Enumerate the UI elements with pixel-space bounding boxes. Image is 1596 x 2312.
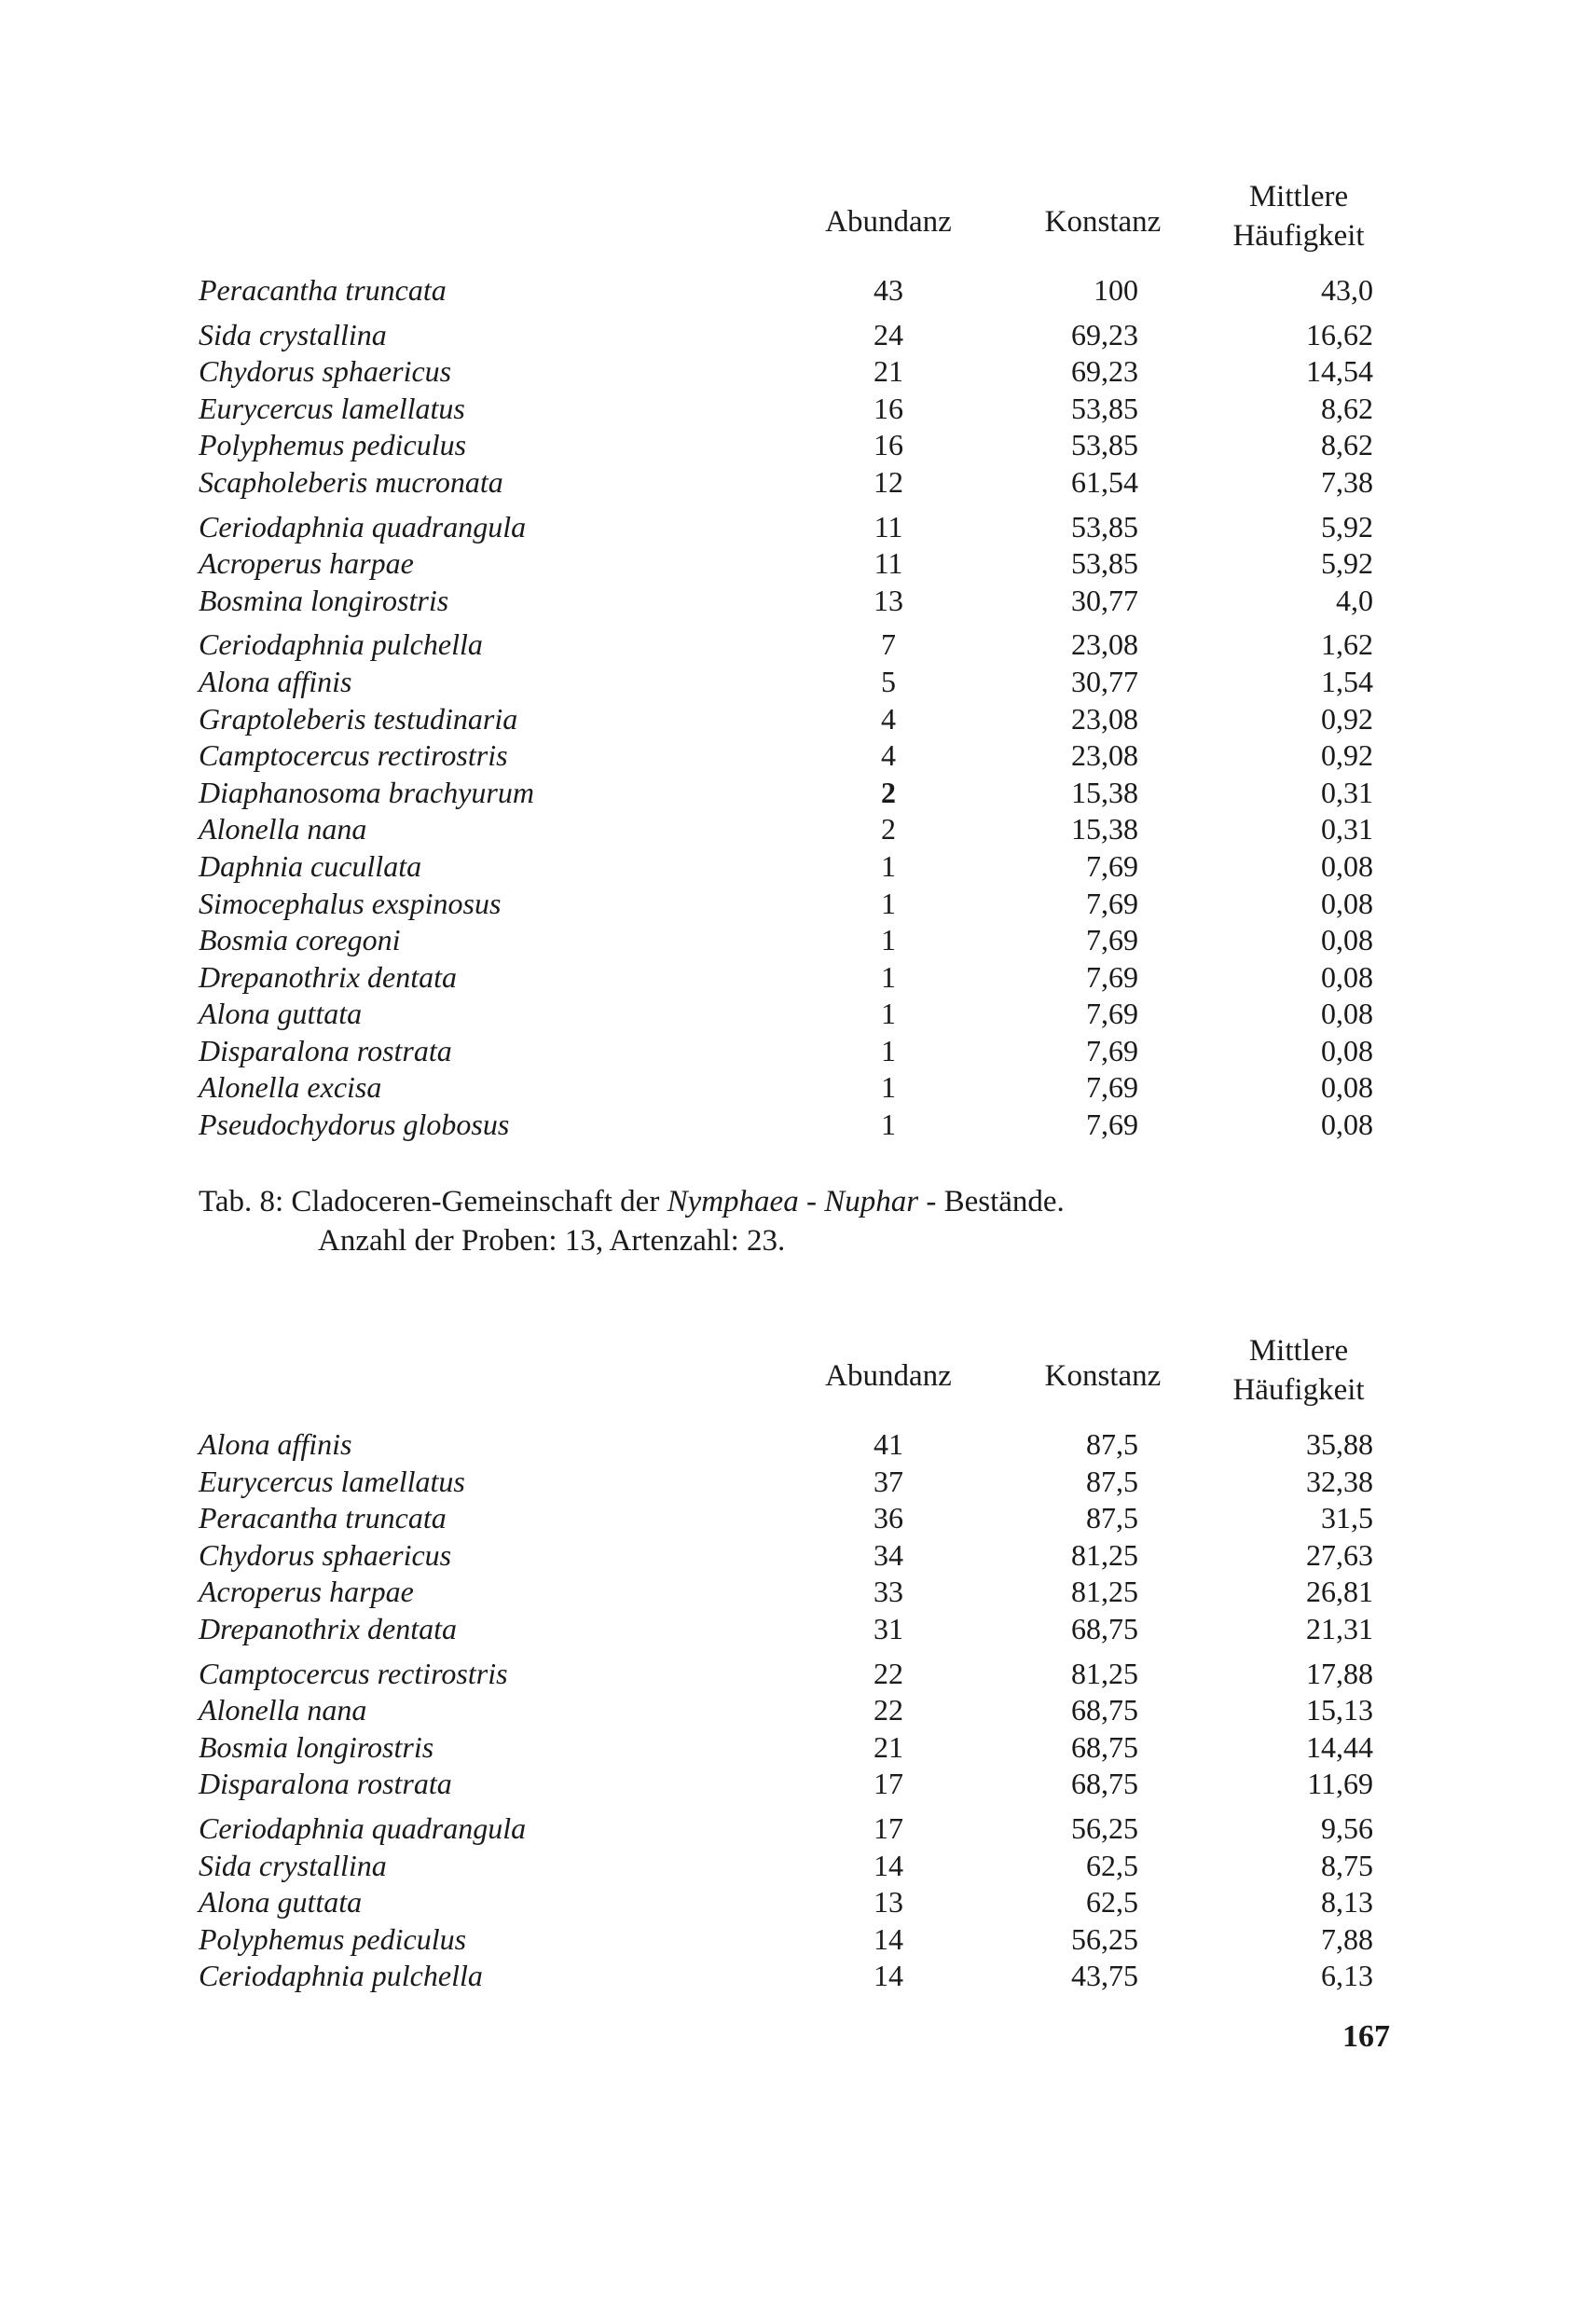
abundanz-value: 14: [874, 1959, 903, 1993]
species-name: Ceriodaphnia pulchella: [199, 1959, 483, 1993]
species-name: Peracantha truncata: [199, 273, 447, 307]
konstanz-value: 30,77: [1071, 583, 1138, 617]
haeufigkeit-value: 8,62: [1321, 391, 1373, 425]
abundanz-value: 7: [881, 627, 896, 662]
table-row: [199, 811, 1392, 848]
konstanz-value: 81,25: [1071, 1575, 1138, 1609]
konstanz-value: 30,77: [1071, 664, 1138, 698]
konstanz-value: 7,69: [1086, 923, 1138, 957]
haeufigkeit-value: 15,13: [1306, 1693, 1373, 1727]
table-row: [199, 1729, 1392, 1767]
haeufigkeit-value: 7,38: [1321, 464, 1373, 499]
table-row: [199, 353, 1392, 391]
table-row: [199, 1426, 1392, 1464]
haeufigkeit-value: 14,54: [1306, 354, 1373, 389]
table-row: [199, 1810, 1392, 1848]
haeufigkeit-value: 0,31: [1321, 775, 1373, 809]
table-2-header: [199, 1331, 1392, 1426]
species-name: Camptocercus rectirostris: [199, 1656, 508, 1690]
species-name: Eurycercus lamellatus: [199, 391, 465, 425]
konstanz-value: 69,23: [1071, 354, 1138, 389]
abundanz-value: 21: [874, 354, 903, 389]
abundanz-value: 37: [874, 1464, 903, 1498]
table-row: [199, 1958, 1392, 1995]
table-row: [199, 922, 1392, 959]
species-name: Acroperus harpae: [199, 1575, 414, 1609]
species-name: Diaphanosoma brachyurum: [199, 775, 534, 809]
header-haeufigkeit-line2: Häufigkeit: [1232, 1373, 1365, 1407]
konstanz-value: 43,75: [1071, 1959, 1138, 1993]
konstanz-value: 81,25: [1071, 1656, 1138, 1690]
konstanz-value: 53,85: [1071, 509, 1138, 544]
konstanz-value: 7,69: [1086, 1033, 1138, 1067]
caption-dash-2: -: [926, 1185, 937, 1218]
page-number: 167: [1342, 2019, 1390, 2054]
species-name: Alonella excisa: [199, 1070, 382, 1105]
table-row: [199, 545, 1392, 583]
table-row: [199, 886, 1392, 923]
species-name: Alona guttata: [199, 997, 363, 1031]
species-name: Drepanothrix dentata: [199, 959, 457, 994]
table-row: [199, 737, 1392, 775]
caption-italic-nuphar: Nuphar: [824, 1185, 919, 1218]
species-name: Daphnia cucullata: [199, 848, 422, 883]
konstanz-value: 15,38: [1071, 812, 1138, 846]
caption-line-1: [199, 1182, 1065, 1221]
haeufigkeit-value: 0,92: [1321, 738, 1373, 773]
table-row: [199, 1921, 1392, 1959]
header-haeufigkeit: [1187, 1331, 1410, 1410]
haeufigkeit-value: 0,08: [1321, 997, 1373, 1031]
konstanz-value: 53,85: [1071, 546, 1138, 581]
haeufigkeit-value: 0,08: [1321, 1033, 1373, 1067]
table-row: [199, 959, 1392, 997]
abundanz-value: 17: [874, 1767, 903, 1801]
species-name: Chydorus sphaericus: [199, 354, 452, 389]
abundanz-value: 5: [881, 664, 896, 698]
species-name: Polyphemus pediculus: [199, 428, 467, 462]
haeufigkeit-value: 43,0: [1321, 273, 1373, 307]
table-row: [199, 317, 1392, 354]
konstanz-value: 56,25: [1071, 1921, 1138, 1956]
table-row: [199, 1692, 1392, 1729]
abundanz-value: 16: [874, 428, 903, 462]
table-2-body: [199, 1426, 1392, 1995]
table-1-header: [199, 177, 1392, 272]
haeufigkeit-value: 4,0: [1336, 583, 1373, 617]
haeufigkeit-value: 8,62: [1321, 428, 1373, 462]
haeufigkeit-value: 5,92: [1321, 546, 1373, 581]
haeufigkeit-value: 26,81: [1306, 1575, 1373, 1609]
abundanz-value: 16: [874, 391, 903, 425]
table-row: [199, 626, 1392, 664]
konstanz-value: 23,08: [1071, 627, 1138, 662]
species-name: Acroperus harpae: [199, 546, 414, 581]
haeufigkeit-value: 27,63: [1306, 1537, 1373, 1572]
haeufigkeit-value: 31,5: [1321, 1501, 1373, 1535]
abundanz-value: 1: [881, 1033, 896, 1067]
abundanz-value: 11: [874, 509, 903, 544]
haeufigkeit-value: 0,08: [1321, 959, 1373, 994]
species-name: Camptocercus rectirostris: [199, 738, 508, 773]
caption-label: Tab. 8:: [199, 1185, 284, 1218]
species-name: Alona affinis: [199, 664, 352, 698]
konstanz-value: 81,25: [1071, 1537, 1138, 1572]
abundanz-value: 2: [881, 775, 896, 809]
haeufigkeit-value: 1,54: [1321, 664, 1373, 698]
konstanz-value: 7,69: [1086, 848, 1138, 883]
konstanz-value: 23,08: [1071, 701, 1138, 736]
abundanz-value: 1: [881, 886, 896, 920]
table-row: [199, 1464, 1392, 1501]
haeufigkeit-value: 9,56: [1321, 1810, 1373, 1845]
table-row: [199, 1656, 1392, 1693]
table-row: [199, 1537, 1392, 1575]
konstanz-value: 53,85: [1071, 391, 1138, 425]
species-name: Sida crystallina: [199, 317, 387, 351]
header-konstanz: Konstanz: [1044, 1359, 1162, 1393]
table-row: [199, 1766, 1392, 1803]
haeufigkeit-value: 0,08: [1321, 923, 1373, 957]
konstanz-value: 7,69: [1086, 886, 1138, 920]
table-row: [199, 1574, 1392, 1611]
header-abundanz: Abundanz: [825, 1359, 952, 1393]
haeufigkeit-value: 16,62: [1306, 317, 1373, 351]
species-name: Chydorus sphaericus: [199, 1537, 452, 1572]
konstanz-value: 7,69: [1086, 997, 1138, 1031]
abundanz-value: 13: [874, 583, 903, 617]
species-name: Disparalona rostrata: [199, 1767, 452, 1801]
konstanz-value: 56,25: [1071, 1810, 1138, 1845]
abundanz-value: 43: [874, 273, 903, 307]
abundanz-value: 1: [881, 923, 896, 957]
species-name: Bosmia coregoni: [199, 923, 401, 957]
haeufigkeit-value: 8,13: [1321, 1885, 1373, 1920]
abundanz-value: 34: [874, 1537, 903, 1572]
abundanz-value: 22: [874, 1656, 903, 1690]
table-row: [199, 1069, 1392, 1107]
table-row: [199, 664, 1392, 701]
konstanz-value: 7,69: [1086, 959, 1138, 994]
haeufigkeit-value: 0,08: [1321, 848, 1373, 883]
konstanz-value: 87,5: [1086, 1501, 1138, 1535]
abundanz-value: 1: [881, 1070, 896, 1105]
haeufigkeit-value: 6,13: [1321, 1959, 1373, 1993]
table-2: [199, 1331, 1392, 1995]
species-name: Graptoleberis testudinaria: [199, 701, 518, 736]
haeufigkeit-value: 21,31: [1306, 1611, 1373, 1645]
abundanz-value: 24: [874, 317, 903, 351]
abundanz-value: 1: [881, 997, 896, 1031]
abundanz-value: 17: [874, 1810, 903, 1845]
caption-text-before: Cladoceren-Gemeinschaft der: [291, 1185, 660, 1218]
haeufigkeit-value: 0,08: [1321, 1108, 1373, 1142]
abundanz-value: 36: [874, 1501, 903, 1535]
konstanz-value: 62,5: [1086, 1885, 1138, 1920]
abundanz-value: 21: [874, 1729, 903, 1764]
caption-line-2: Anzahl der Proben: 13, Artenzahl: 23.: [318, 1224, 786, 1258]
species-name: Bosmia longirostris: [199, 1729, 434, 1764]
konstanz-value: 68,75: [1071, 1693, 1138, 1727]
table-row: [199, 391, 1392, 428]
caption-text-after: Bestände.: [943, 1185, 1065, 1218]
header-haeufigkeit-line2: Häufigkeit: [1232, 219, 1365, 253]
species-name: Ceriodaphnia quadrangula: [199, 509, 527, 544]
species-name: Eurycercus lamellatus: [199, 1464, 465, 1498]
species-name: Scapholeberis mucronata: [199, 464, 503, 499]
species-name: Disparalona rostrata: [199, 1033, 452, 1067]
haeufigkeit-value: 32,38: [1306, 1464, 1373, 1498]
haeufigkeit-value: 7,88: [1321, 1921, 1373, 1956]
haeufigkeit-value: 8,75: [1321, 1848, 1373, 1882]
caption-italic-nymphaea: Nymphaea: [667, 1185, 799, 1218]
species-name: Sida crystallina: [199, 1848, 387, 1882]
konstanz-value: 100: [1094, 273, 1138, 307]
species-name: Alonella nana: [199, 812, 367, 846]
species-name: Pseudochydorus globosus: [199, 1108, 510, 1142]
abundanz-value: 22: [874, 1693, 903, 1727]
abundanz-value: 14: [874, 1921, 903, 1956]
abundanz-value: 31: [874, 1611, 903, 1645]
konstanz-value: 7,69: [1086, 1070, 1138, 1105]
haeufigkeit-value: 0,08: [1321, 1070, 1373, 1105]
haeufigkeit-value: 0,92: [1321, 701, 1373, 736]
konstanz-value: 7,69: [1086, 1108, 1138, 1142]
haeufigkeit-value: 35,88: [1306, 1427, 1373, 1461]
header-haeufigkeit-line1: Mittlere: [1248, 180, 1349, 213]
abundanz-value: 1: [881, 959, 896, 994]
konstanz-value: 23,08: [1071, 738, 1138, 773]
abundanz-value: 4: [881, 738, 896, 773]
haeufigkeit-value: 17,88: [1306, 1656, 1373, 1690]
species-name: Ceriodaphnia pulchella: [199, 627, 483, 662]
table-row: [199, 272, 1392, 310]
konstanz-value: 69,23: [1071, 317, 1138, 351]
species-name: Simocephalus exspinosus: [199, 886, 502, 920]
table-row: [199, 1033, 1392, 1070]
abundanz-value: 1: [881, 848, 896, 883]
table-caption: [199, 1182, 1065, 1260]
konstanz-value: 53,85: [1071, 428, 1138, 462]
species-name: Polyphemus pediculus: [199, 1921, 467, 1956]
haeufigkeit-value: 0,08: [1321, 886, 1373, 920]
abundanz-value: 11: [874, 546, 903, 581]
table-row: [199, 583, 1392, 620]
header-abundanz: Abundanz: [825, 205, 952, 239]
konstanz-value: 62,5: [1086, 1848, 1138, 1882]
konstanz-value: 87,5: [1086, 1464, 1138, 1498]
species-name: Alonella nana: [199, 1693, 367, 1727]
haeufigkeit-value: 0,31: [1321, 812, 1373, 846]
header-konstanz: Konstanz: [1044, 205, 1162, 239]
abundanz-value: 1: [881, 1108, 896, 1142]
table-row: [199, 775, 1392, 812]
table-row: [199, 848, 1392, 886]
caption-dash-1: -: [805, 1185, 817, 1218]
table-row: [199, 1611, 1392, 1648]
table-row: [199, 1884, 1392, 1921]
species-name: Peracantha truncata: [199, 1501, 447, 1535]
table-row: [199, 509, 1392, 546]
species-name: Alona affinis: [199, 1427, 352, 1461]
table-row: [199, 996, 1392, 1033]
header-haeufigkeit-line1: Mittlere: [1248, 1334, 1349, 1368]
table-row: [199, 1500, 1392, 1537]
table-row: [199, 1848, 1392, 1885]
table-row: [199, 464, 1392, 502]
konstanz-value: 68,75: [1071, 1767, 1138, 1801]
haeufigkeit-value: 1,62: [1321, 627, 1373, 662]
konstanz-value: 68,75: [1071, 1611, 1138, 1645]
species-name: Bosmina longirostris: [199, 583, 449, 617]
abundanz-value: 33: [874, 1575, 903, 1609]
konstanz-value: 87,5: [1086, 1427, 1138, 1461]
abundanz-value: 12: [874, 464, 903, 499]
abundanz-value: 14: [874, 1848, 903, 1882]
species-name: Alona guttata: [199, 1885, 363, 1920]
abundanz-value: 4: [881, 701, 896, 736]
species-name: Ceriodaphnia quadrangula: [199, 1810, 527, 1845]
abundanz-value: 2: [881, 812, 896, 846]
konstanz-value: 68,75: [1071, 1729, 1138, 1764]
table-row: [199, 701, 1392, 738]
table-1-body: [199, 272, 1392, 1144]
table-1: [199, 177, 1392, 1144]
table-row: [199, 1107, 1392, 1144]
konstanz-value: 15,38: [1071, 775, 1138, 809]
table-row: [199, 427, 1392, 464]
haeufigkeit-value: 14,44: [1306, 1729, 1373, 1764]
konstanz-value: 61,54: [1071, 464, 1138, 499]
haeufigkeit-value: 11,69: [1307, 1767, 1373, 1801]
abundanz-value: 41: [874, 1427, 903, 1461]
species-name: Drepanothrix dentata: [199, 1611, 457, 1645]
abundanz-value: 13: [874, 1885, 903, 1920]
haeufigkeit-value: 5,92: [1321, 509, 1373, 544]
header-haeufigkeit: [1187, 177, 1410, 255]
